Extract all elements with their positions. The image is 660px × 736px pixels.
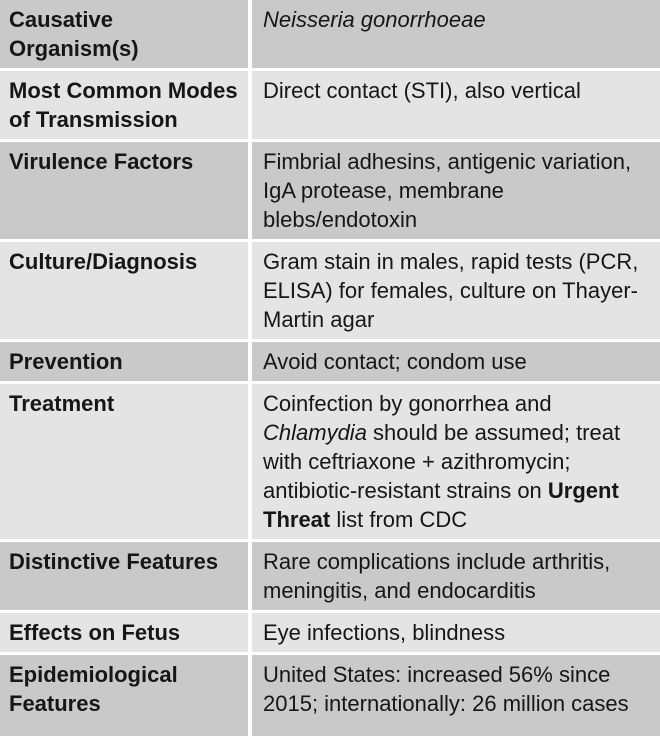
value-segment: Avoid contact; condom use bbox=[263, 349, 527, 374]
row-value bbox=[252, 655, 660, 736]
value-segment: list from CDC bbox=[330, 507, 468, 532]
row-value bbox=[252, 342, 660, 381]
row-label: Epidemiological Features bbox=[0, 655, 248, 736]
value-segment: Urgent Threat bbox=[263, 478, 619, 532]
row-value bbox=[252, 542, 660, 610]
row-value bbox=[252, 142, 660, 239]
table-row bbox=[0, 384, 660, 539]
row-label: Virulence Factors bbox=[0, 142, 248, 239]
value-segment: Neisseria gonorrhoeae bbox=[263, 7, 486, 32]
table-row bbox=[0, 342, 660, 381]
row-label: Most Common Modes of Transmission bbox=[0, 71, 248, 139]
table-row bbox=[0, 613, 660, 652]
value-segment: should be assumed; treat with ceftriaxone + azithromycin; antibiotic-resistant strains on bbox=[263, 420, 621, 503]
row-value bbox=[252, 242, 660, 339]
row-label: Causative Organism(s) bbox=[0, 0, 248, 68]
row-value bbox=[252, 613, 660, 652]
row-label: Effects on Fetus bbox=[0, 613, 248, 652]
value-segment: Gram stain in males, rapid tests (PCR, ELISA) for females, culture on Thayer-Martin agar bbox=[263, 249, 639, 332]
table-row bbox=[0, 655, 660, 736]
table-row bbox=[0, 242, 660, 339]
row-label: Treatment bbox=[0, 384, 248, 539]
value-segment: Eye infections, blindness bbox=[263, 620, 506, 645]
table-row bbox=[0, 542, 660, 610]
row-label: Prevention bbox=[0, 342, 248, 381]
row-value bbox=[252, 384, 660, 539]
row-label: Culture/Diagnosis bbox=[0, 242, 248, 339]
row-value bbox=[252, 71, 660, 139]
value-segment: Rare complications include arthritis, meningitis, and endocarditis bbox=[263, 549, 611, 603]
value-segment: Fimbrial adhesins, antigenic variation, IgA protease, membrane blebs/endotoxin bbox=[263, 149, 632, 232]
table-row bbox=[0, 142, 660, 239]
row-label: Distinctive Features bbox=[0, 542, 248, 610]
value-segment: Coinfection by gonorrhea and bbox=[263, 391, 552, 416]
row-value bbox=[252, 0, 660, 68]
value-segment: Chlamydia bbox=[263, 420, 367, 445]
value-segment: United States: increased 56% since 2015; internationally: 26 million cases bbox=[263, 662, 629, 716]
table-row bbox=[0, 0, 660, 68]
table-row bbox=[0, 71, 660, 139]
value-segment: Direct contact (STI), also vertical bbox=[263, 78, 581, 103]
